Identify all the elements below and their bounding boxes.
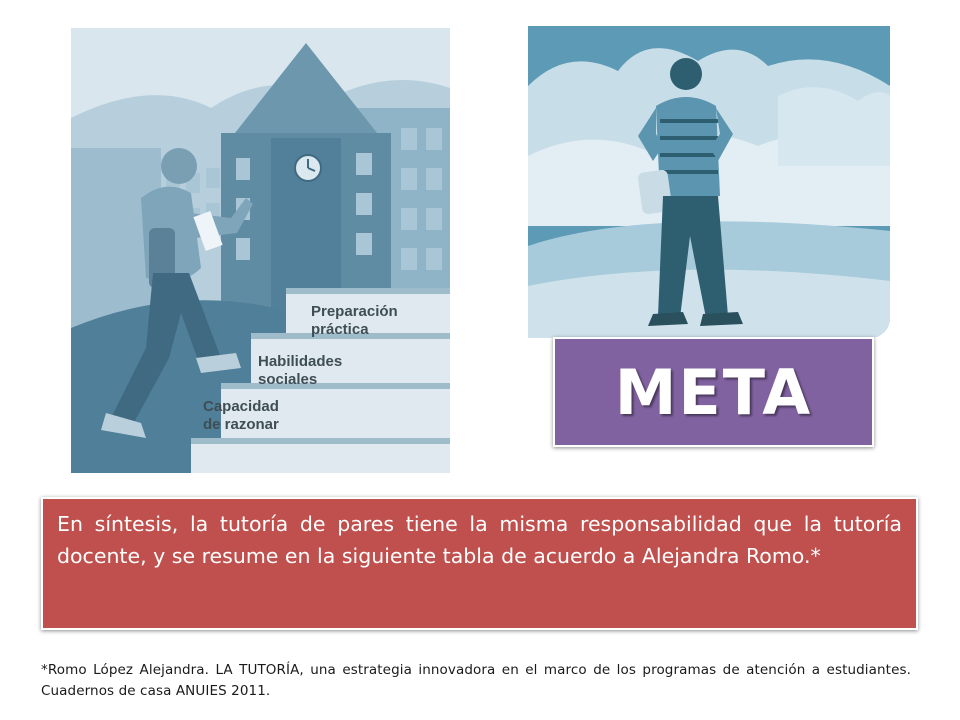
step-label-1: Preparación (311, 303, 398, 320)
footnote: *Romo López Alejandra. LA TUTORÍA, una estrategia innovadora en el marco de los programas de atención a estudiantes. Cuadernos de casa ANUIES 2011. (41, 662, 911, 699)
step-label-6: de razonar (203, 416, 279, 433)
step-label-3: Habilidades (258, 353, 343, 370)
summary-box (41, 497, 918, 630)
goal-label: META (614, 355, 813, 429)
summary-text: En síntesis, la tutoría de pares tiene la misma responsabilidad que la tutoría docente, y se resume en la siguiente tabla de acuerdo a Alejandra Romo.* (57, 512, 902, 568)
student-climbing-stairs-illustration (71, 28, 450, 473)
step-label-2: práctica (311, 321, 369, 338)
step-label-5: Capacidad (203, 398, 279, 415)
goal-box (553, 337, 874, 447)
step-label-4: sociales (258, 371, 318, 388)
student-looking-at-goal-illustration (528, 26, 890, 338)
